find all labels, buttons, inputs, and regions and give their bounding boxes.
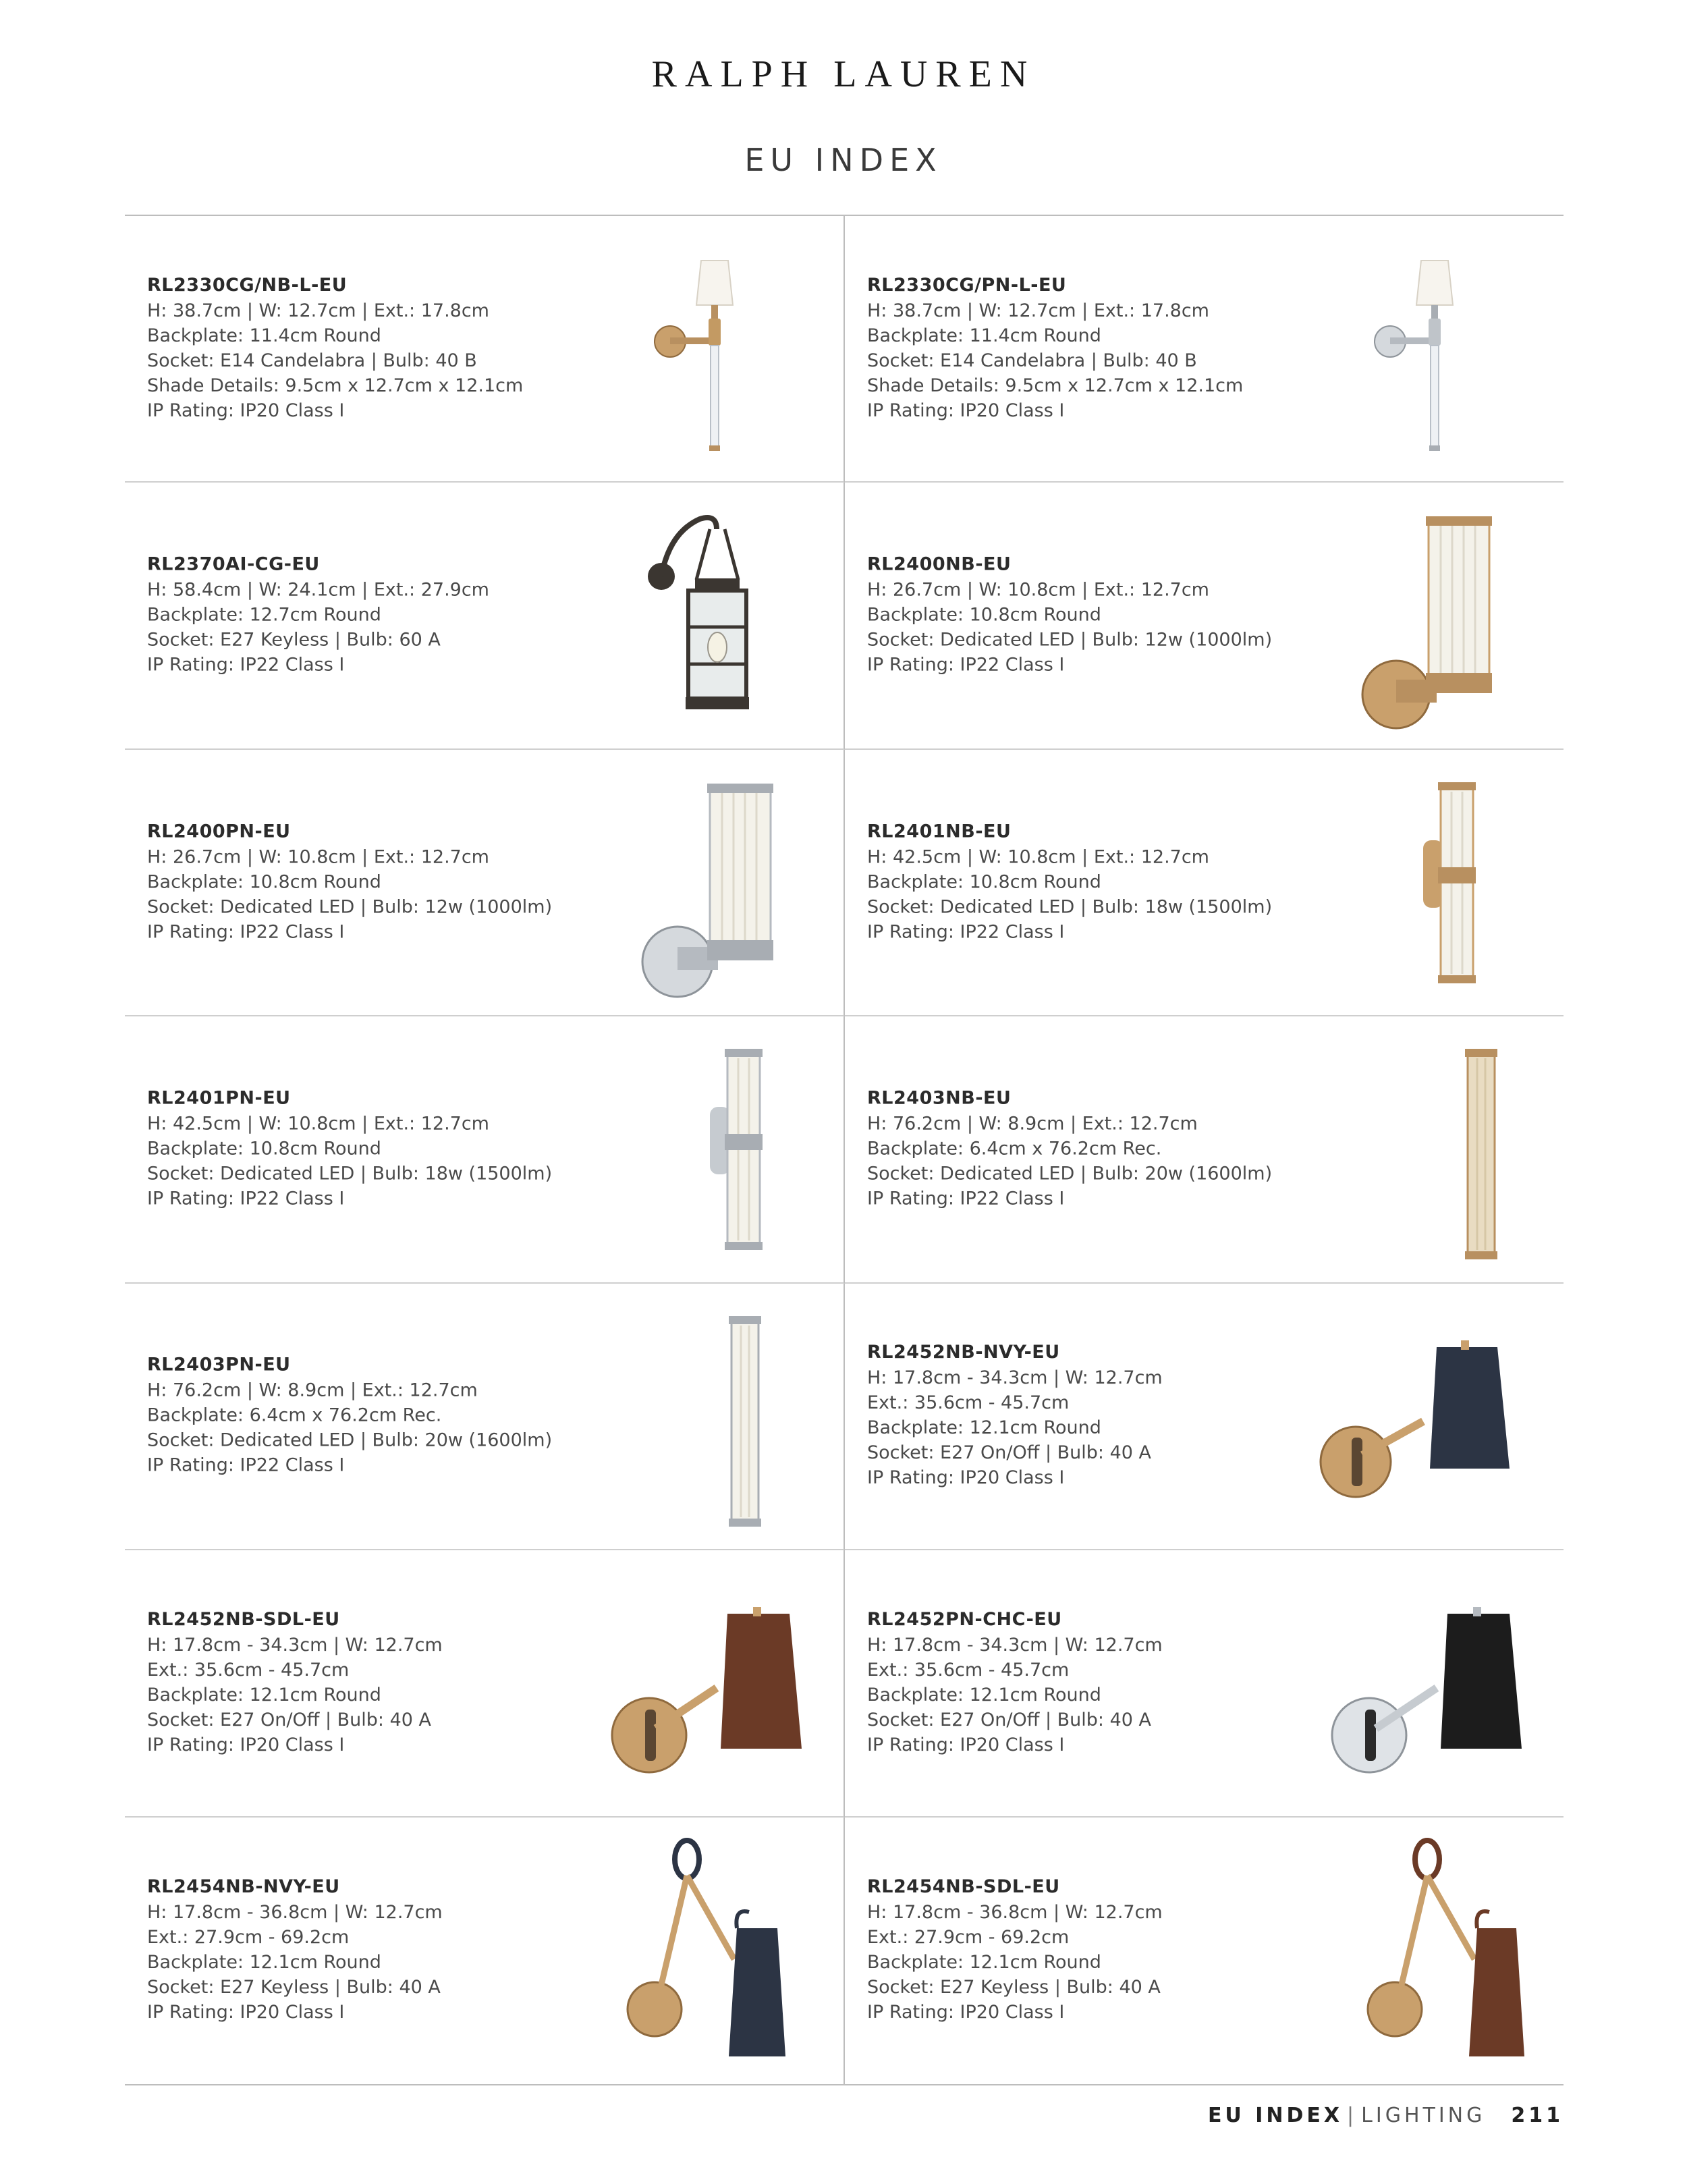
page-number: 211 [1511,2104,1564,2127]
product-sku: RL2452NB-SDL-EU [147,1608,340,1630]
product-spec: Backplate: 10.8cm Round [867,871,1101,893]
product-spec: H: 58.4cm | W: 24.1cm | Ext.: 27.9cm [147,579,489,601]
product-spec: H: 17.8cm - 36.8cm | W: 12.7cm [147,1902,443,1923]
product-spec: Backplate: 12.1cm Round [867,1684,1101,1705]
product-spec: Socket: E27 On/Off | Bulb: 40 A [867,1442,1151,1464]
sconce-shade-nickel-image [1295,225,1551,472]
product-spec: Backplate: 12.1cm Round [867,1417,1101,1439]
brand-logo: RALPH LAUREN [651,53,1036,95]
product-info [867,821,1299,944]
product-spec: IP Rating: IP20 Class I [147,1734,345,1755]
product-cell [125,1550,845,1817]
product-spec: H: 38.7cm | W: 12.7cm | Ext.: 17.8cm [867,300,1209,321]
product-sku: RL2401PN-EU [147,1087,291,1109]
product-spec: IP Rating: IP20 Class I [867,2002,1065,2023]
footer-section: EU INDEX [1207,2104,1344,2127]
product-spec: IP Rating: IP20 Class I [867,1734,1065,1755]
product-spec: H: 38.7cm | W: 12.7cm | Ext.: 17.8cm [147,300,489,321]
product-sku: RL2400NB-EU [867,553,1012,575]
product-spec: Socket: Dedicated LED | Bulb: 12w (1000lm) [147,896,553,918]
product-spec: Backplate: 11.4cm Round [867,325,1101,346]
product-spec: Socket: Dedicated LED | Bulb: 18w (1500lm) [867,896,1273,918]
product-sku: RL2452NB-NVY-EU [867,1342,1060,1363]
product-spec: Backplate: 6.4cm x 76.2cm Rec. [867,1138,1162,1159]
product-info [147,1355,579,1478]
product-spec: Backplate: 12.1cm Round [867,1952,1101,1973]
product-cell [845,1818,1564,2084]
footer-category: LIGHTING [1361,2104,1486,2127]
product-sku: RL2370AI-CG-EU [147,553,320,575]
product-spec: Backplate: 11.4cm Round [147,325,381,346]
product-spec: Backplate: 10.8cm Round [147,871,381,893]
product-spec: H: 26.7cm | W: 10.8cm | Ext.: 12.7cm [147,846,489,868]
product-spec: IP Rating: IP22 Class I [867,654,1065,676]
product-spec: IP Rating: IP20 Class I [867,1467,1065,1489]
product-cell [845,1284,1564,1550]
product-spec: Ext.: 35.6cm - 45.7cm [147,1659,350,1681]
product-info [867,1342,1299,1490]
product-sku: RL2452PN-CHC-EU [867,1608,1062,1630]
product-spec: Backplate: 12.7cm Round [147,604,381,626]
product-spec: Socket: E27 On/Off | Bulb: 40 A [867,1709,1151,1730]
product-sku: RL2330CG/PN-L-EU [867,274,1067,296]
product-spec: H: 76.2cm | W: 8.9cm | Ext.: 12.7cm [147,1380,478,1401]
product-info [147,1087,579,1211]
product-spec: IP Rating: IP22 Class I [147,921,345,943]
product-spec: H: 17.8cm - 34.3cm | W: 12.7cm [867,1367,1163,1389]
product-sku: RL2330CG/NB-L-EU [147,274,348,296]
swing-arm-sconce-navy-image [1295,1293,1551,1539]
product-spec: IP Rating: IP22 Class I [867,921,1065,943]
product-spec: Shade Details: 9.5cm x 12.7cm x 12.1cm [147,375,524,396]
product-spec: H: 76.2cm | W: 8.9cm | Ext.: 12.7cm [867,1113,1198,1135]
product-info [867,554,1299,678]
sconce-shade-brass-image [575,225,831,472]
product-sku: RL2454NB-NVY-EU [147,1876,340,1898]
product-spec: IP Rating: IP20 Class I [147,2002,345,2023]
product-spec: H: 17.8cm - 34.3cm | W: 12.7cm [147,1634,443,1656]
tall-bar-sconce-brass-image [1295,1026,1551,1272]
product-cell [125,483,845,749]
product-spec: Socket: E14 Candelabra | Bulb: 40 B [147,350,477,371]
footer-separator: | [1347,2104,1358,2127]
product-sku: RL2454NB-SDL-EU [867,1876,1060,1898]
product-cell [845,216,1564,483]
product-info [147,275,579,423]
swing-arm-sconce-saddle-image [575,1560,831,1806]
product-info [147,554,579,678]
product-info [147,1609,579,1757]
product-spec: H: 17.8cm - 36.8cm | W: 12.7cm [867,1902,1163,1923]
product-info [867,1609,1299,1757]
page-footer [1208,2104,1564,2127]
product-info [147,821,579,944]
product-cell [845,1016,1564,1283]
product-sku: RL2401NB-EU [867,821,1012,842]
product-spec: Ext.: 35.6cm - 45.7cm [867,1659,1070,1681]
product-spec: IP Rating: IP22 Class I [147,1454,345,1476]
glass-sconce-brass-image [1295,492,1551,738]
product-spec: IP Rating: IP22 Class I [147,654,345,676]
product-spec: Backplate: 12.1cm Round [147,1952,381,1973]
product-info [867,275,1299,423]
product-spec: Ext.: 27.9cm - 69.2cm [147,1927,350,1948]
product-spec: Socket: E27 Keyless | Bulb: 40 A [867,1977,1161,1998]
product-spec: H: 42.5cm | W: 10.8cm | Ext.: 12.7cm [147,1113,489,1135]
tall-bar-sconce-nickel-image [575,1293,831,1539]
product-spec: IP Rating: IP20 Class I [147,400,345,421]
product-spec: Backplate: 12.1cm Round [147,1684,381,1705]
product-spec: IP Rating: IP22 Class I [147,1188,345,1209]
double-glass-sconce-nickel-image [575,1026,831,1272]
product-index-grid [125,215,1564,2085]
lantern-sconce-image [575,492,831,738]
product-cell [125,750,845,1016]
glass-sconce-nickel-image [575,759,831,1006]
product-spec: IP Rating: IP20 Class I [867,400,1065,421]
product-spec: Socket: Dedicated LED | Bulb: 20w (1600lm) [867,1163,1273,1184]
product-sku: RL2403NB-EU [867,1087,1012,1109]
product-spec: Socket: Dedicated LED | Bulb: 18w (1500lm) [147,1163,553,1184]
product-spec: Socket: Dedicated LED | Bulb: 12w (1000lm) [867,629,1273,651]
product-spec: Socket: E14 Candelabra | Bulb: 40 B [867,350,1197,371]
double-glass-sconce-brass-image [1295,759,1551,1006]
product-spec: IP Rating: IP22 Class I [867,1188,1065,1209]
product-spec: H: 26.7cm | W: 10.8cm | Ext.: 12.7cm [867,579,1209,601]
product-spec: Socket: Dedicated LED | Bulb: 20w (1600lm) [147,1429,553,1451]
product-spec: Backplate: 10.8cm Round [147,1138,381,1159]
product-cell [125,1818,845,2084]
product-cell [845,483,1564,749]
page-title: EU INDEX [744,142,943,178]
product-spec: Socket: E27 Keyless | Bulb: 60 A [147,629,441,651]
product-spec: Backplate: 10.8cm Round [867,604,1101,626]
product-cell [845,750,1564,1016]
product-cell [125,216,845,483]
product-spec: Ext.: 35.6cm - 45.7cm [867,1392,1070,1414]
product-info [147,1876,579,2025]
product-spec: Backplate: 6.4cm x 76.2cm Rec. [147,1404,442,1426]
product-spec: H: 42.5cm | W: 10.8cm | Ext.: 12.7cm [867,846,1209,868]
product-info [867,1087,1299,1211]
product-cell [125,1016,845,1283]
product-spec: Ext.: 27.9cm - 69.2cm [867,1927,1070,1948]
product-cell [845,1550,1564,1817]
product-sku: RL2400PN-EU [147,821,291,842]
product-spec: H: 17.8cm - 34.3cm | W: 12.7cm [867,1634,1163,1656]
swing-arm-sconce-black-image [1295,1560,1551,1806]
articulating-sconce-navy-image [575,1827,831,2073]
product-sku: RL2403PN-EU [147,1354,291,1375]
product-info [867,1876,1299,2025]
product-cell [125,1284,845,1550]
product-spec: Socket: E27 On/Off | Bulb: 40 A [147,1709,431,1730]
product-spec: Socket: E27 Keyless | Bulb: 40 A [147,1977,441,1998]
articulating-sconce-saddle-image [1295,1827,1551,2073]
product-spec: Shade Details: 9.5cm x 12.7cm x 12.1cm [867,375,1244,396]
